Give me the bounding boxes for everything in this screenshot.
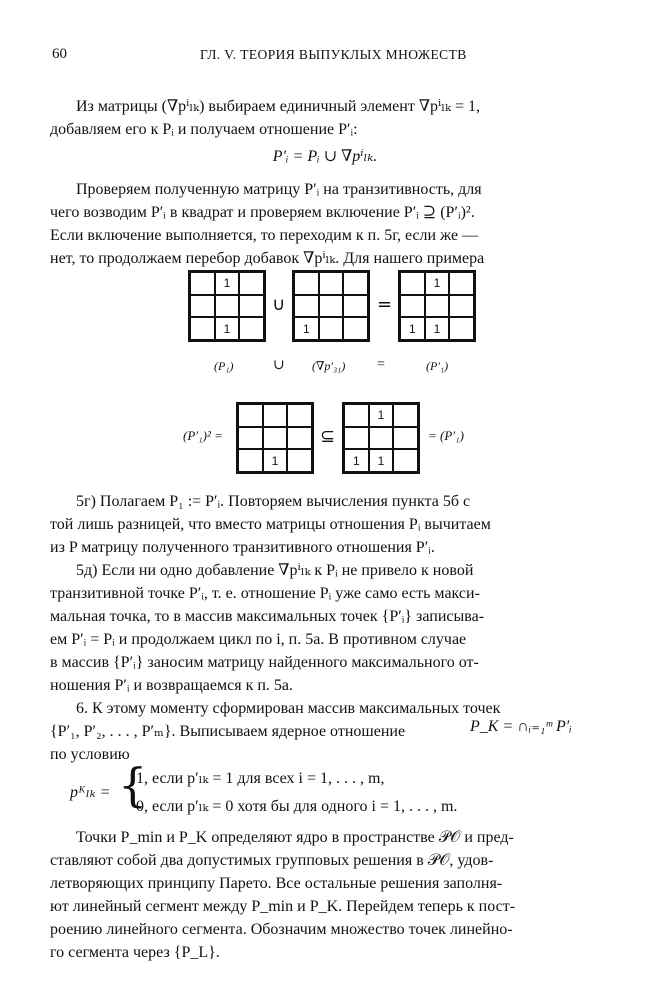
matrix-cell [294,272,319,295]
matrix-cell [343,272,368,295]
final-line2: ставляют собой два допустимых групповых решения в 𝒫𝒪, удов- [50,852,494,869]
square-label: (P′₁)² = [183,428,223,443]
matrix-cell: 1 [215,272,240,295]
caption-union: ∪ [273,358,285,373]
matrix-cell: 1 [294,317,319,340]
para2-line3: Если включение выполняется, то переходим к п. 5г, если же — [50,227,479,244]
matrix-p1-prime-2 [342,402,420,474]
para5d-line3: мальная точка, то в массив максимальных точек {P′ᵢ} записыва- [50,608,485,625]
para5g-line2: той лишь разницей, что вместо матрицы отношения Pᵢ вычитаем [50,516,491,533]
matrix-nabla-p31 [292,270,370,342]
matrix-cell: 1 [400,317,425,340]
matrix-cell: 1 [425,317,450,340]
matrix-cell [238,427,263,450]
final-line3: летворяющих принципу Парето. Все остальные решения заполня- [50,875,503,892]
matrix-cell [344,404,369,427]
matrix-cell [239,317,264,340]
matrix-cell [400,295,425,318]
para5d-line4: ем P′ᵢ = Pᵢ и продолжаем цикл по i, п. 5а. В противном случае [50,631,467,648]
matrix-cell [400,272,425,295]
matrix-cell [190,317,215,340]
para5g-line3: из P матрицу полученного транзитивного отношения P′ᵢ. [50,539,435,556]
matrix-cell [190,295,215,318]
matrix-cell: 1 [425,272,450,295]
union-operator: ∪ [272,294,286,315]
matrix-cell [239,295,264,318]
para6-line1: 6. К этому моменту сформирован массив максимальных точек [76,700,501,717]
page-header [0,46,650,70]
matrix-cell [449,272,474,295]
case-zero: 0, если p′ₗₖ = 0 хотя бы для одного i = 1, . . . , m. [136,798,458,815]
para2-line1: Проверяем полученную матрицу P′ᵢ на транзитивность, для [76,181,482,198]
matrix-cell [215,295,240,318]
para6-line2-left: {P′₁, P′₂, . . . , P′ₘ}. Выписываем ядерное отношение [50,723,406,740]
matrix-cell [449,317,474,340]
matrix-cell: 1 [369,404,394,427]
matrix-cell [343,295,368,318]
para5d-line6: ношения P′ᵢ и возвращаемся к п. 5а. [50,677,294,694]
matrix-cell [263,427,288,450]
final-line4: ют линейный сегмент между P_min и P_K. Перейдем теперь к пост- [50,898,516,915]
para5d-line1: 5д) Если ни одно добавление ∇pⁱₗₖ к Pᵢ не привело к новой [76,562,474,579]
para6-line3: по условию [50,746,130,763]
para5g-line1: 5г) Полагаем P₁ := P′ᵢ. Повторяем вычисления пункта 5б с [76,493,471,510]
para1-line2: добавляем его к Pᵢ и получаем отношение P′ᵢ: [50,121,358,138]
matrix-cell [287,404,312,427]
matrix-cell [344,427,369,450]
result-label: = (P′₁) [428,428,464,443]
para2-line2: чего возводим P′ᵢ в квадрат и проверяем включение P′ᵢ ⊇ (P′ᵢ)². [50,204,475,221]
final-line5: роению линейного сегмента. Обозначим множество точек линейно- [50,921,513,938]
matrix-cell [393,404,418,427]
kernel-formula: P_K = ∩ᵢ₌₁ᵐ P′ᵢ [470,718,572,735]
matrix-cell [294,295,319,318]
matrix-cell [343,317,368,340]
page-number: 60 [52,46,67,62]
matrix-cell [319,317,344,340]
cases-lhs: pᴷₗₖ = [70,784,111,801]
matrix-p1-squared [236,402,314,474]
matrix-cell: 1 [344,449,369,472]
para5d-line2: транзитивной точке P′ᵢ, т. е. отношение Pᵢ уже само есть макси- [50,585,480,602]
caption-p1: (P₁) [214,359,234,373]
matrix-cell [190,272,215,295]
matrix-cell: 1 [215,317,240,340]
final-line1: Точки P_min и P_K определяют ядро в пространстве 𝒫𝒪 и пред- [76,829,514,846]
cases-brace: { [118,758,148,812]
matrix-cell [393,449,418,472]
case-one: 1, если p′ₗₖ = 1 для всех i = 1, . . . , m, [136,770,385,787]
matrix-p1 [188,270,266,342]
subset-operator: ⊆ [320,426,336,447]
para5d-line5: в массив {P′ᵢ} заносим матрицу найденного максимального от- [50,654,479,671]
matrix-cell [239,272,264,295]
matrix-p1-prime [398,270,476,342]
equals-operator: = [377,294,393,315]
matrix-cell [287,427,312,450]
matrix-cell [319,295,344,318]
matrix-cell [425,295,450,318]
formula-union: P′ᵢ = Pᵢ ∪ ∇pⁱₗₖ. [272,148,378,165]
chapter-title: ГЛ. V. ТЕОРИЯ ВЫПУКЛЫХ МНОЖЕСТВ [200,47,467,62]
matrix-cell [263,404,288,427]
matrix-cell [238,404,263,427]
matrix-cell [238,449,263,472]
matrix-cell [449,295,474,318]
matrix-cell: 1 [263,449,288,472]
final-line6: го сегмента через {P_L}. [50,944,220,961]
matrix-cell [393,427,418,450]
matrix-cell [319,272,344,295]
caption-p1-prime: (P′₁) [426,359,449,373]
matrix-cell: 1 [369,449,394,472]
para2-line4: нет, то продолжаем перебор добавок ∇pⁱₗₖ. Для нашего примера [50,250,485,267]
matrix-cell [287,449,312,472]
para1-line1: Из матрицы (∇pⁱₗₖ) выбираем единичный элемент ∇pⁱₗₖ = 1, [76,98,480,115]
matrix-cell [369,427,394,450]
caption-equals: = [377,357,385,372]
caption-nabla-p31: (∇p′₃₁) [312,359,346,373]
